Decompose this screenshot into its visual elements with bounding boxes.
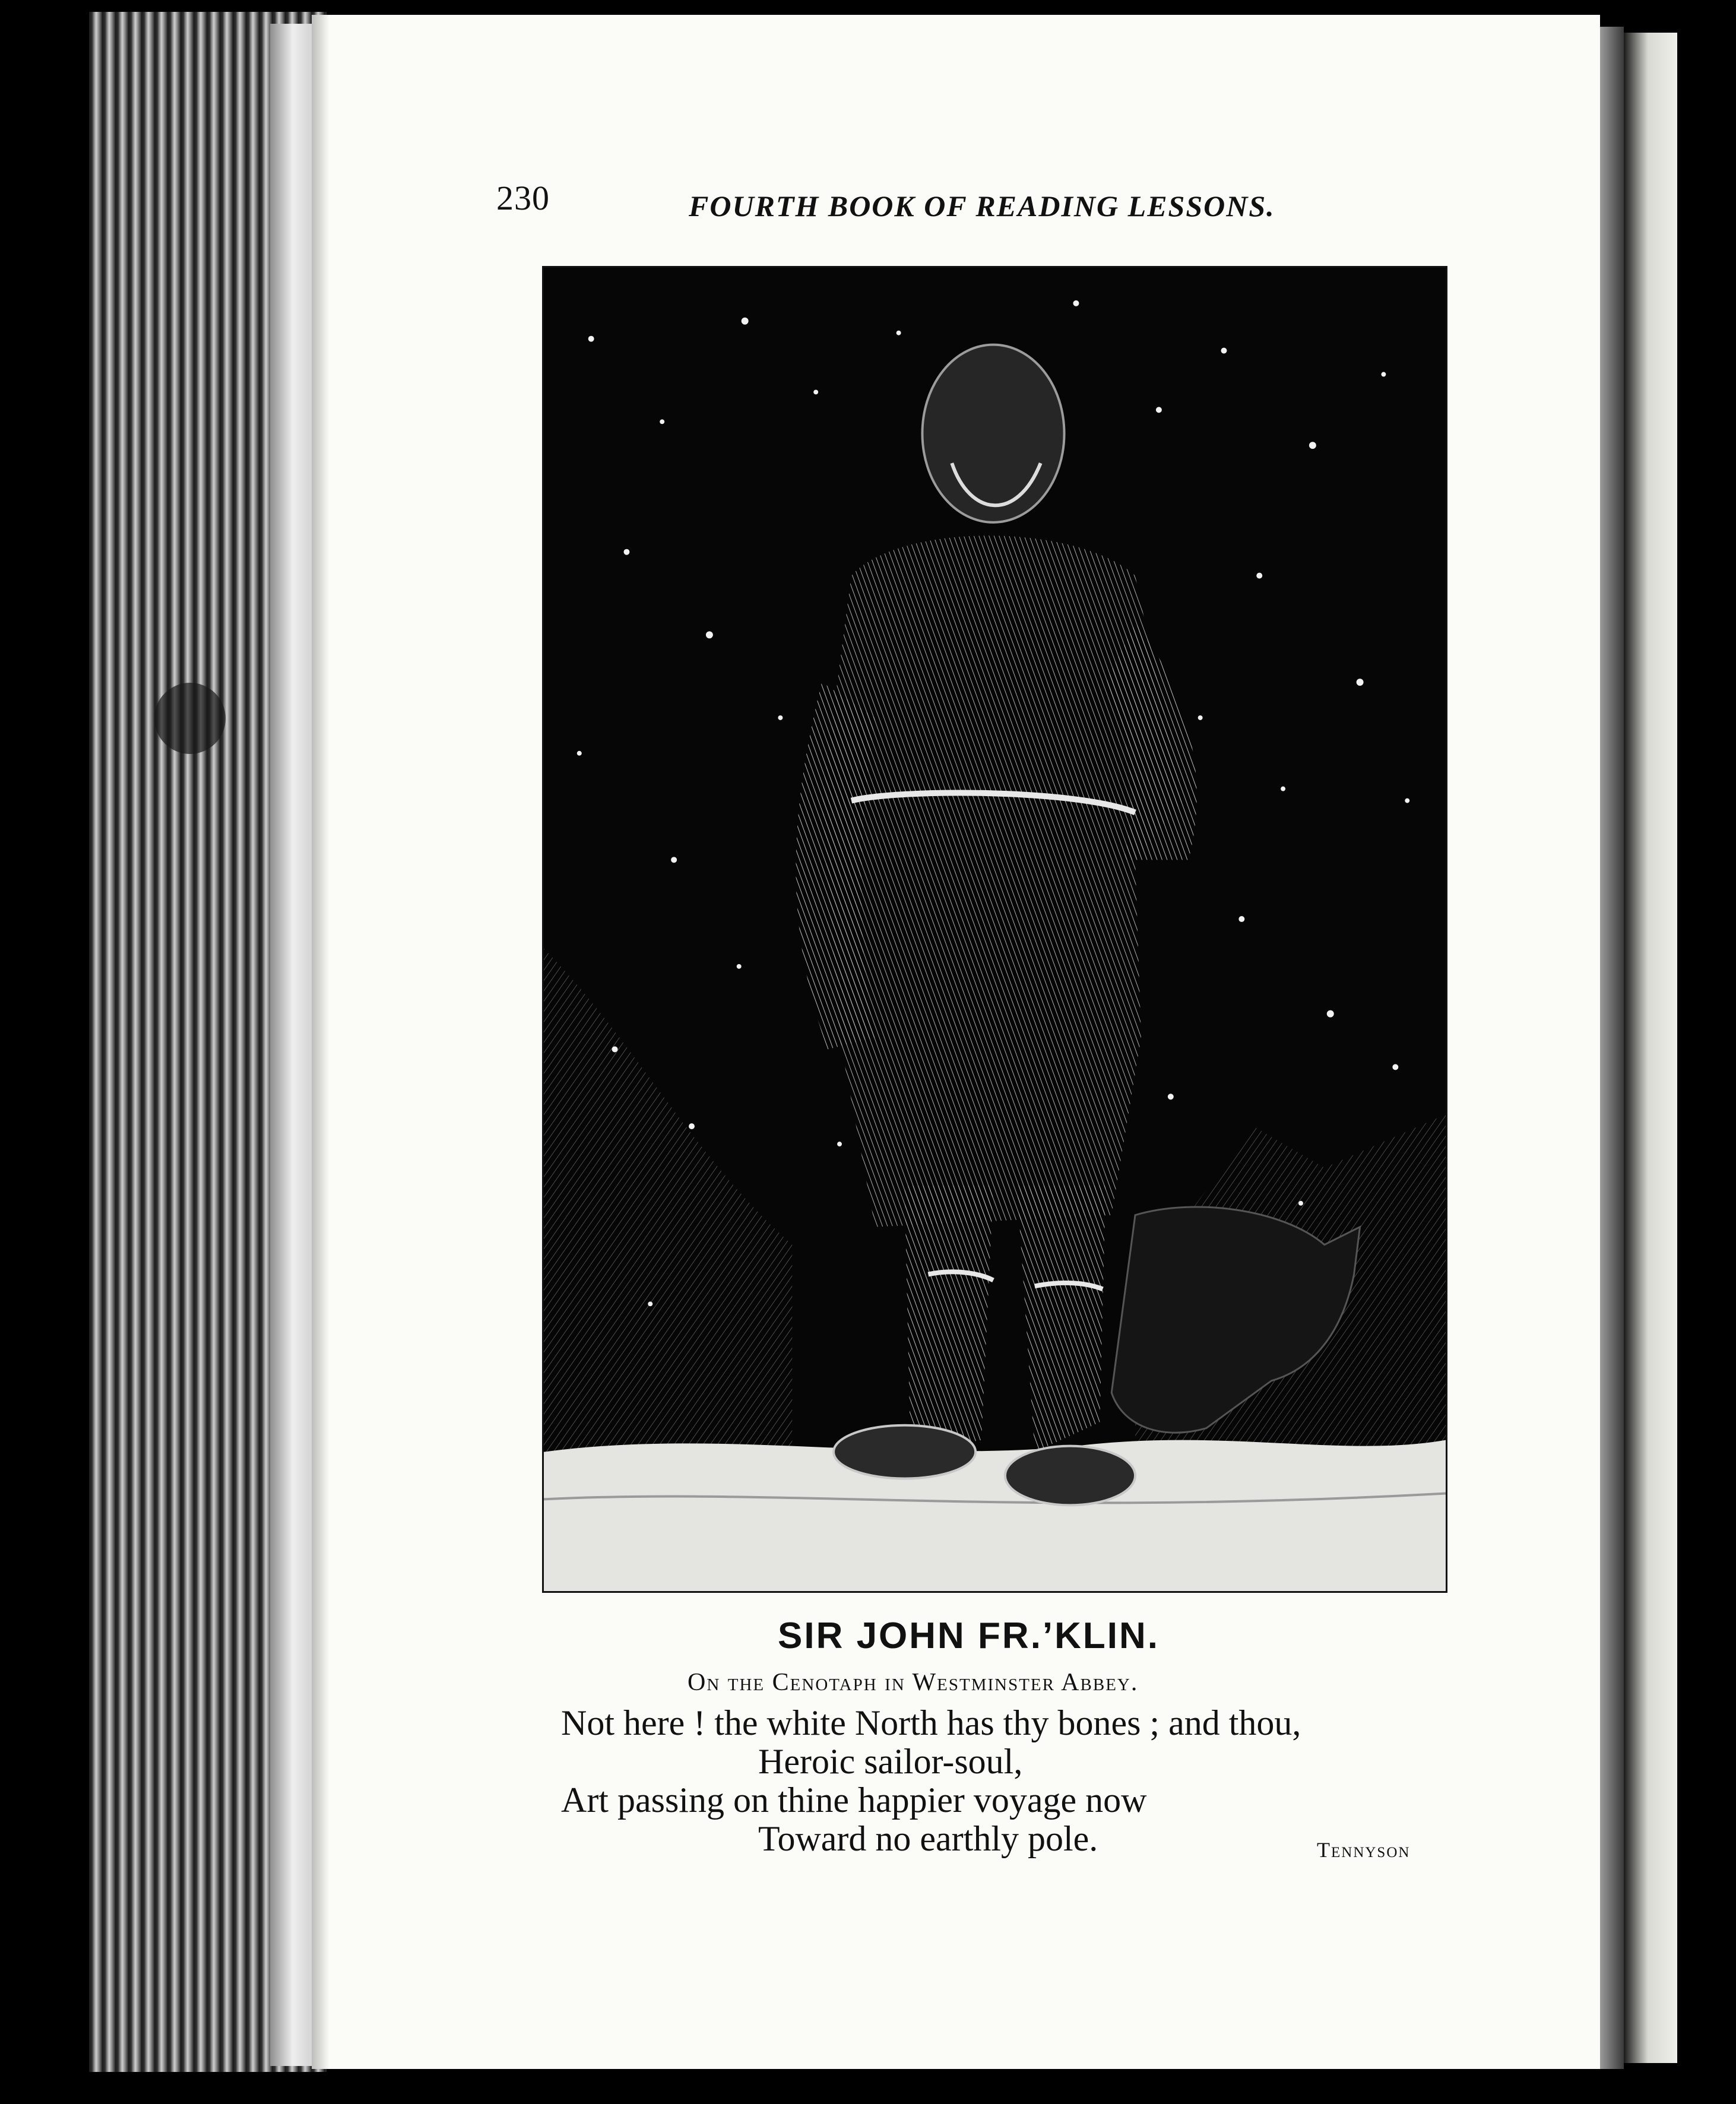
page-gutter-shadow: [312, 15, 330, 2069]
poem-text: [561, 1704, 1301, 1858]
running-head: FOURTH BOOK OF READING LESSONS.: [689, 189, 1275, 223]
poem-line: Art passing on thine happier voyage now: [561, 1780, 1147, 1820]
poem-title: SIR JOHN FR.’KLIN.: [778, 1615, 1160, 1656]
page-number: 230: [496, 179, 550, 217]
engraving-artwork: [544, 268, 1446, 1591]
engraving-illustration: [542, 266, 1447, 1593]
poem-author: Tennyson: [1317, 1838, 1411, 1862]
gutter-shadow-right: [1600, 27, 1624, 2069]
binding-mark: [154, 683, 226, 754]
poem-line: Toward no earthly pole.: [758, 1819, 1098, 1858]
poem-line: Heroic sailor-soul,: [758, 1742, 1023, 1781]
poem-line: Not here ! the white North has thy bones ; and thou,: [561, 1703, 1301, 1742]
poem-subtitle: On the Cenotaph in Westminster Abbey.: [688, 1669, 1139, 1696]
facing-page-edge: [1624, 33, 1677, 2063]
